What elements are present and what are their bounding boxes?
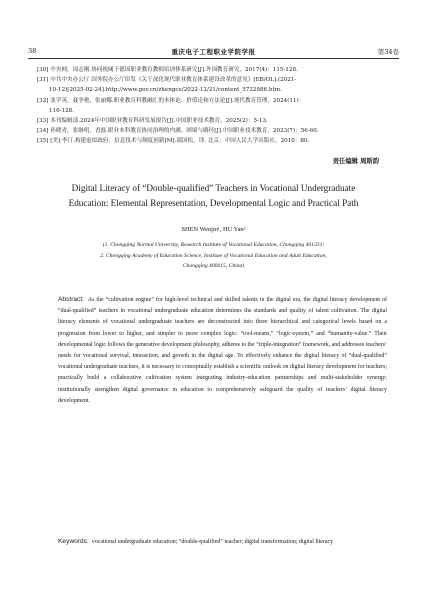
header-rule — [28, 58, 399, 59]
reference-line — [37, 136, 399, 146]
affiliation-line: 2. Chongqing Academy of Education Science, Institute of Vocational Education and Adult Education, — [100, 252, 327, 259]
reference-text: 张学英，聂争艳，张丽娜.职业教育科教融汇的本体论、价值论和方法论[J].现代教育管理，2024(11)： — [50, 97, 305, 104]
reference-text: 中共中央办公厅 国务院办公厅印发《关于深化现代职业教育体系建设改革的意见》[EB/OL].(2021- — [50, 77, 297, 84]
reference-line — [37, 116, 399, 126]
reference-number: [33] — [37, 118, 49, 125]
reference-list — [37, 65, 399, 147]
affiliations — [50, 240, 377, 272]
reference-line — [37, 75, 399, 85]
reference-text: [美]·李汀.构建虚拟政府：信息技术与制度创新[M].邵国松，译. 北京：中国人民大学出版社，2010：80. — [50, 138, 310, 145]
reference-line — [37, 96, 399, 106]
page-number: 38 — [28, 47, 37, 55]
keywords-text: vocational undergraduate education; “double-qualified” teacher; digital transformation; digital literacy — [91, 539, 334, 545]
title-line: Education: Elemental Representation, Developmental Logic and Practical Path — [68, 197, 359, 208]
reference-number: [30] — [37, 67, 49, 73]
authors: SHEN Wenjin¹, HU Yan² — [181, 226, 246, 233]
abstract-label: Abstract: — [58, 296, 85, 303]
volume-label: 第34卷 — [377, 48, 399, 56]
reference-number: [32] — [37, 97, 49, 104]
reference-text: 孙晓青，张继明，香磊.职业本科教育协同治理的内涵、困境与路径[J].中国职业技术教育，2023(7)：56-60. — [50, 128, 319, 135]
reference-number: [34] — [37, 128, 49, 135]
reference-text: 本刊编辑部.2024年中国职业教育科研发展报告[J].中国职业技术教育，2025(2)：5-13. — [50, 118, 268, 125]
reference-line — [37, 126, 399, 136]
article-title — [30, 181, 397, 210]
keywords — [58, 536, 387, 548]
reference-number: [31] — [37, 77, 49, 84]
title-line: Digital Literacy of “Double-qualified” Teachers in Vocational Undergraduate — [71, 183, 356, 193]
reference-line — [37, 85, 399, 95]
reference-line — [37, 106, 399, 116]
affiliation-line: (1. Chongqing Normal University, Research Institute of Vocational Education, Chongqing 401331; — [102, 242, 325, 248]
journal-name: 重庆电子工程职业学院学报 — [171, 48, 256, 56]
reference-text: 10-12)[2025-02-24].http://www.gov.cn/zhengce/2022-12/21/content_5732986.htm. — [49, 87, 282, 94]
responsible-editor: 责任编辑 周斯韵 — [332, 158, 379, 165]
affiliation-line: Chongqing 400015, China) — [182, 263, 245, 270]
reference-text: 116-128. — [49, 107, 75, 114]
abstract — [58, 294, 387, 407]
reference-line — [37, 65, 399, 75]
reference-number: [35] — [37, 138, 49, 145]
reference-text: 中央网，周志刚.协同视阈下德国职业教育教师培训体系研究[J].外国教育研究，2017(4)：115-128. — [50, 67, 298, 73]
keywords-label: Keywords: — [58, 538, 89, 545]
abstract-text: As the “cultivation engine” for high-level technical and skilled talents in the digital era, the digital literacy development of “dual-qualified” teachers in vocational undergraduate education determines the standards and quality of talent cultivation. The digital literacy elements of vocational undergraduate teachers are deconstructed into three hierarchical and categorical levels based on a progression from lower to higher, and simpler to more complex logic: “tool-means,” “logic-system,” and “humanity-value.” Their developmental logic follows the generative development philosophy, adheres to the “triple-integration” framework, and addresses teachers’ needs for vocational survival, interaction, and growth in the digital age. To effectively enhance the digital literacy of “dual-qualified” vocational undergraduate teachers, it is necessary to conceptually establish a scientific outlook on digital literacy development for teachers; practically build a collaborative cultivation system integrating industry-education partnerships and multi-stakeholder synergy; institutionally strengthen digital governance in education to comprehensively safeguard the quality of teachers’ digital literacy development. — [58, 297, 387, 404]
